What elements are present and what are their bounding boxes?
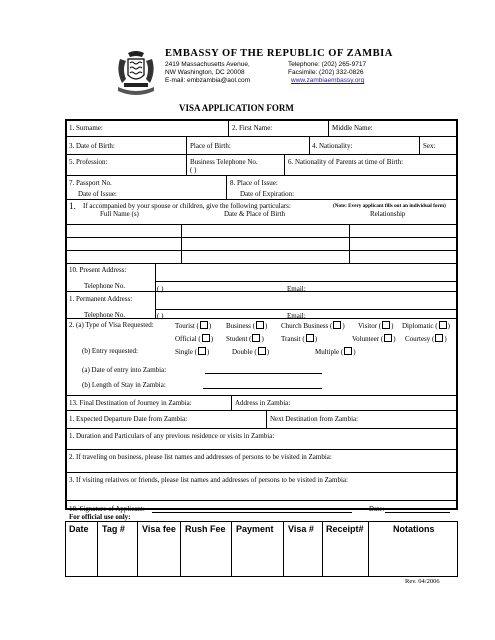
length-stay-line[interactable] [203,388,322,389]
col-relationship: Relationship [370,210,406,218]
checkbox-icon[interactable] [258,347,266,355]
revision-label: Rev. 04/2006 [405,578,440,585]
email-line: E-mail: embzambia@aol.com [165,77,250,84]
official-use-label: For official use only: [69,513,131,521]
visa-option-visitor[interactable]: Visitor ( ) [358,322,394,330]
table-header-visa-no: Visa # [288,524,314,534]
place-of-issue-label: 8. Place of Issue: [230,179,278,187]
telephone-no-2: Telephone No. [84,311,126,319]
visa-option-diplomatic[interactable]: Diplomatic ( ) [402,322,450,330]
signature-line[interactable] [152,512,352,513]
accompanied-number: 1. [69,201,76,211]
address-in-zambia-label: Address in Zambia: [235,399,291,407]
surname-label: 1. Surname: [69,124,103,132]
table-header-notations: Notations [393,524,435,534]
form-title: VISA APPLICATION FORM [179,103,294,113]
embassy-name: EMBASSY OF THE REPUBLIC OF ZAMBIA [165,48,393,59]
visa-option-church-business[interactable]: Church Business ( ) [281,322,345,330]
table-header-payment: Payment [236,524,274,534]
place-of-birth-label: Place of Birth: [190,142,231,150]
col-date-place: Date & Place of Birth [224,210,286,218]
email-1: Email: [287,285,306,293]
accompanied-text: If accompanied by your spouse or children, give the following particulars: [83,202,291,210]
nationality-label: 4. Nationality: [312,142,353,150]
date-line[interactable] [385,512,450,513]
parents-nationality-label: 6. Nationality of Parents at time of Birth: [288,158,404,166]
checkbox-icon[interactable] [435,334,443,342]
checkbox-icon[interactable] [439,321,447,329]
coat-of-arms-icon [114,49,158,95]
business-persons-label: 2. If traveling on business, please list names and addresses of persons to be visited in Zambia: [69,453,332,461]
visa-option-tourist[interactable]: Tourist ( ) [175,322,212,330]
visa-option-business[interactable]: Business ( ) [226,322,268,330]
telephone-no-1: Telephone No. [84,282,126,290]
business-phone-label: Business Telephone No. [190,158,258,166]
length-stay-label: (b) Length of Stay in Zambia: [82,381,166,389]
email-2: Email: [287,312,306,320]
checkbox-icon[interactable] [198,347,206,355]
date-entry-line[interactable] [205,373,322,374]
middle-name-label: Middle Name: [332,124,373,132]
business-phone-paren: ( ) [190,166,197,174]
table-header-receipt: Receipt# [326,524,364,534]
checkbox-icon[interactable] [256,321,264,329]
facsimile-line: Facsimile: (202) 332-0826 [288,69,364,76]
visa-option-courtesy[interactable]: Courtesy ( ) [405,335,447,343]
next-destination-label: Next Destination from Zambia: [270,415,359,423]
profession-label: 5. Profession: [69,158,108,166]
date-label: Date: [369,505,385,513]
website-link[interactable]: www.zambiaembassy.org [291,77,365,84]
address-line-1: 2419 Massachusetts Avenue, [165,61,250,68]
departure-date-label: 1. Expected Departure Date from Zambia: [69,415,188,423]
checkbox-icon[interactable] [344,347,352,355]
entry-option-multiple[interactable]: Multiple ( ) [315,348,356,356]
checkbox-icon[interactable] [252,334,260,342]
permanent-address-label: 1. Permanent Address: [69,295,133,303]
checkbox-icon[interactable] [200,321,208,329]
date-entry-label: (a) Date of entry into Zambia: [82,366,167,374]
signature-label: 18. Signature of Applicant: [69,505,145,513]
first-name-label: 2. First Name: [232,124,273,132]
accompanied-note: (Note: Every applicant fills out an individual form) [333,203,446,209]
table-header-rush-fee: Rush Fee [185,524,226,534]
col-fullname: Full Name (s) [100,210,139,218]
checkbox-icon[interactable] [306,334,314,342]
visa-type-label: 2. (a) Type of Visa Requested: [69,321,154,329]
present-address-label: 10. Present Address: [69,266,127,274]
checkbox-icon[interactable] [382,321,390,329]
table-header-date: Date [69,524,89,534]
phone-paren-1: ( ) [157,285,164,293]
table-header-visa-fee: Visa fee [142,524,176,534]
address-line-2: NW Washington, DC 20008 [165,69,245,76]
sex-label: Sex: [423,142,436,150]
relatives-persons-label: 3. If visiting relatives or friends, please list names and addresses of persons to be visited in Zambia: [69,476,348,484]
passport-no-label: 7. Passport No. [69,179,112,187]
visa-option-transit[interactable]: Transit ( ) [281,335,318,343]
checkbox-icon[interactable] [384,334,392,342]
phone-paren-2: ( ) [157,312,164,320]
checkbox-icon[interactable] [202,334,210,342]
entry-option-double[interactable]: Double ( ) [232,348,270,356]
visa-option-volunteer[interactable]: Volunteer ( ) [352,335,396,343]
entry-option-single[interactable]: Single ( ) [175,348,210,356]
visa-option-official[interactable]: Official ( ) [175,335,214,343]
checkbox-icon[interactable] [333,321,341,329]
entry-requested-label: (b) Entry requested: [82,347,138,355]
date-of-issue-label: Date of Issue: [78,190,117,198]
table-header-tag: Tag # [102,524,125,534]
visa-option-student[interactable]: Student ( ) [226,335,264,343]
date-of-expiration-label: Date of Expiration: [240,190,295,198]
telephone-line: Telephone: (202) 265-9717 [288,61,367,68]
previous-visits-label: 1. Duration and Particulars of any previous residence or visits in Zambia: [69,432,275,440]
dob-label: 3. Date of Birth: [69,142,115,150]
final-destination-label: 13. Final Destination of Journey in Zambia: [69,399,192,407]
